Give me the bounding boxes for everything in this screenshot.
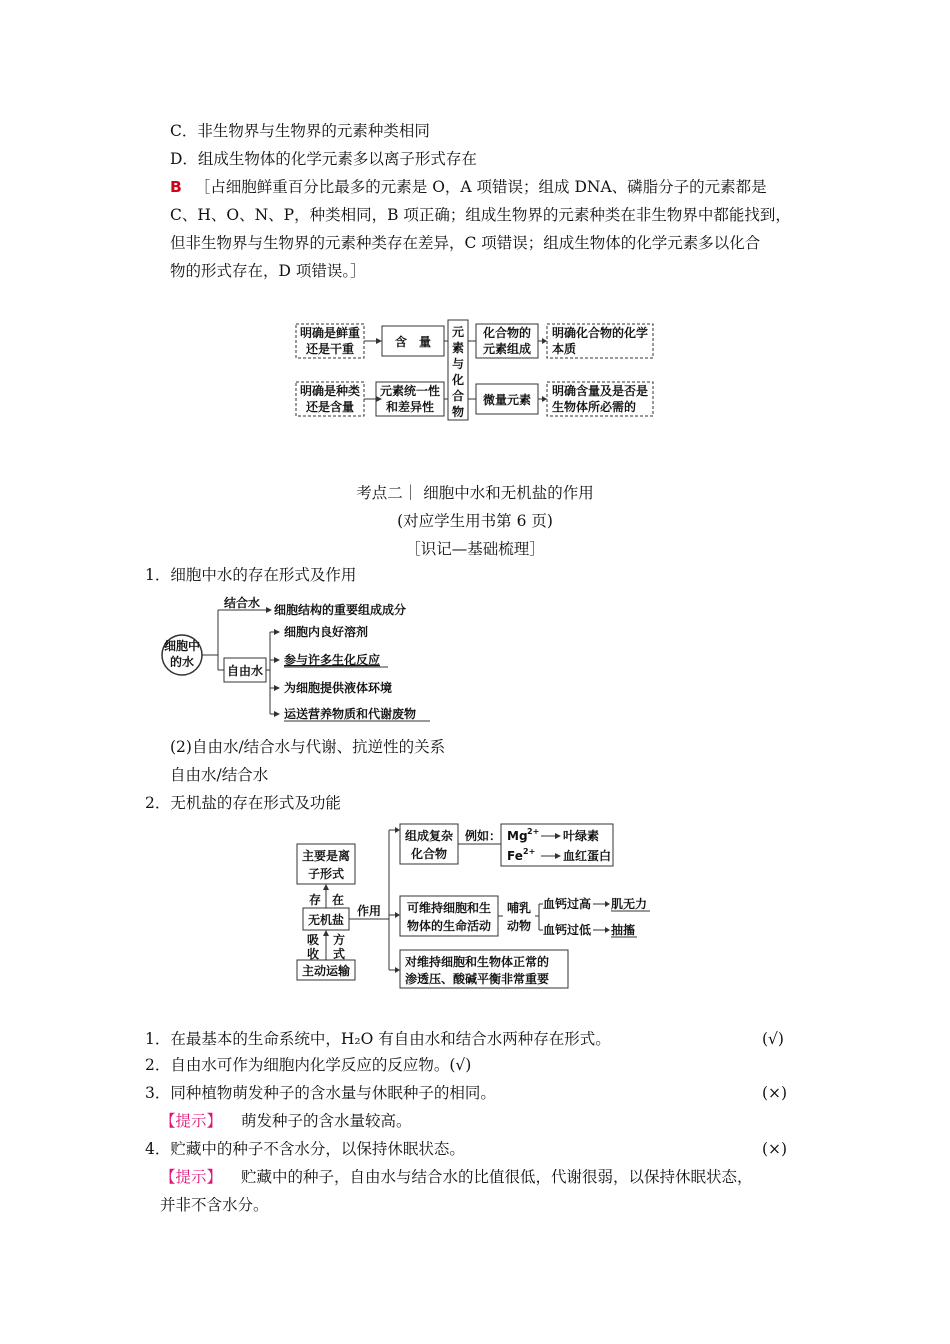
inorganic-salt-diagram <box>295 820 665 990</box>
hint-4-text: 贮藏中的种子，自由水与结合水的比值很低，代谢很弱，以保持休眠状态， <box>240 1168 753 1186</box>
option-c: C．非生物界与生物界的元素种类相同 <box>170 122 430 140</box>
d3-way-b: 式 <box>332 947 346 961</box>
d1-left2-a: 明确是种类 <box>299 384 361 398</box>
d3-cramp: 抽搐 <box>611 923 636 937</box>
d3-weak: 肌无力 <box>611 897 648 911</box>
d1-far1-a: 明确化合物的化学 <box>552 326 649 340</box>
hint-4 <box>160 1166 752 1188</box>
d1-right1-b: 元素组成 <box>482 342 532 356</box>
d3-role: 作用 <box>357 904 382 918</box>
judge-1: 1．在最基本的生命系统中，H₂O 有自由水和结合水两种存在形式。 <box>145 1030 611 1048</box>
d1-center-0: 元 <box>451 325 465 339</box>
section-tag: ［识记—基础梳理］ <box>405 540 545 558</box>
d1-right2: 微量元素 <box>482 393 532 407</box>
d1-mid1: 含 量 <box>394 335 432 349</box>
judge-3-mark: (×) <box>762 1084 788 1102</box>
d1-mid2-b: 和差异性 <box>385 400 435 414</box>
answer-text-1: ［占细胞鲜重百分比最多的元素是 O，A 项错误；组成 DNA、磷脂分子的元素都是 <box>194 178 767 196</box>
hint-3-text: 萌发种子的含水量较高。 <box>240 1112 412 1130</box>
d1-mid2-a: 元素统一性 <box>379 384 441 398</box>
section-title: 考点二｜ 细胞中水和无机盐的作用 <box>356 484 594 502</box>
d3-eg: 例如： <box>465 829 502 843</box>
hint-3-label: 【提示】 <box>160 1112 223 1130</box>
d2-circle-b: 的水 <box>169 655 195 669</box>
d3-c3-b: 渗透压、酸碱平衡非常重要 <box>405 972 550 986</box>
judge-1-mark: (√) <box>762 1030 784 1048</box>
d3-c1-a: 组成复杂 <box>404 829 454 843</box>
d1-far2-b: 生物体所必需的 <box>552 400 637 414</box>
answer-letter: B <box>170 178 182 196</box>
d3-c2-a: 可维持细胞和生 <box>406 901 492 915</box>
option-d: D．组成生物体的化学元素多以离子形式存在 <box>170 150 477 168</box>
elements-compounds-diagram <box>290 318 660 422</box>
d3-chl: 叶绿素 <box>563 829 600 843</box>
hint-3 <box>160 1110 411 1132</box>
d2-free: 自由水 <box>226 664 264 678</box>
judge-3: 3．同种植物萌发种子的含水量与休眠种子的相同。 <box>145 1084 496 1102</box>
d3-mam-b: 动物 <box>507 919 532 933</box>
d3-mg-sup: 2+ <box>527 827 540 836</box>
answer-line-2: C、H、O、N、P，种类相同，B 项正确；组成生物界的元素种类在非生物界中都能找到， <box>170 206 791 224</box>
d3-hb: 血红蛋白 <box>563 849 612 863</box>
item2-heading: 2．无机盐的存在形式及功能 <box>145 794 341 812</box>
item1-heading: 1．细胞中水的存在形式及作用 <box>145 566 357 584</box>
d1-left2-b: 还是含量 <box>305 400 355 414</box>
d3-active: 主动运输 <box>301 964 351 978</box>
d1-far1-b: 本质 <box>552 342 577 356</box>
d1-far2-a: 明确含量及是否是 <box>552 384 649 398</box>
d3-fe-sup: 2+ <box>523 847 536 856</box>
d3-absorb-b: 收 <box>306 947 320 961</box>
d1-left1-a: 明确是鲜重 <box>299 326 361 340</box>
judge-2: 2．自由水可作为细胞内化学反应的反应物。(√) <box>145 1056 472 1074</box>
hint-4-label: 【提示】 <box>160 1168 223 1186</box>
d3-salt: 无机盐 <box>307 913 345 927</box>
d3-c3-a: 对维持细胞和生物体正常的 <box>405 955 550 969</box>
d2-bound-role: 细胞结构的重要组成成分 <box>274 603 407 617</box>
d3-c1-b: 化合物 <box>410 847 448 861</box>
d2-free-3: 为细胞提供液体环境 <box>284 681 393 695</box>
d2-circle-a: 细胞中 <box>163 639 201 653</box>
d2-bound: 结合水 <box>224 596 261 610</box>
answer-line-1 <box>170 176 767 198</box>
answer-line-3: 但非生物界与生物界的元素种类存在差异，C 项错误；组成生物体的化学元素多以化合 <box>170 234 761 252</box>
answer-line-4: 物的形式存在，D 项错误。］ <box>170 262 366 280</box>
d3-mg: Mg <box>507 829 528 843</box>
d3-high: 血钙过高 <box>543 897 592 911</box>
d1-right1-a: 化合物的 <box>482 326 532 340</box>
judge-4: 4．贮藏中的种子不含水分，以保持休眠状态。 <box>145 1140 465 1158</box>
water-forms-diagram <box>160 592 460 728</box>
section-ref: (对应学生用书第 6 页) <box>397 512 553 530</box>
d1-center-2: 与 <box>451 357 465 371</box>
d1-center-3: 化 <box>451 373 465 387</box>
item1-sub: (2)自由水/结合水与代谢、抗逆性的关系 <box>170 738 446 756</box>
d2-free-4: 运送营养物质和代谢废物 <box>284 707 417 721</box>
d1-center-1: 素 <box>451 341 465 355</box>
d1-center-4: 合 <box>451 389 465 403</box>
d3-form-a: 主要是离 <box>301 849 351 863</box>
d3-low: 血钙过低 <box>543 923 592 937</box>
d2-free-2: 参与许多生化反应 <box>284 653 381 667</box>
d3-mam-a: 哺乳 <box>507 901 532 915</box>
d3-c2-b: 物体的生命活动 <box>406 919 492 933</box>
d3-form-b: 子形式 <box>307 867 345 881</box>
d1-center-5: 物 <box>451 405 465 419</box>
d3-fe: Fe <box>507 849 523 863</box>
d3-exist-a: 存 <box>308 893 322 907</box>
judge-4-mark: (×) <box>762 1140 788 1158</box>
d3-exist-b: 在 <box>331 893 345 907</box>
d3-way-a: 方 <box>332 933 346 947</box>
hint-4-cont: 并非不含水分。 <box>160 1196 269 1214</box>
item1-sub2: 自由水/结合水 <box>170 766 269 784</box>
d1-left1-b: 还是干重 <box>305 342 355 356</box>
d3-absorb-a: 吸 <box>306 933 320 947</box>
d2-free-1: 细胞内良好溶剂 <box>284 625 369 639</box>
